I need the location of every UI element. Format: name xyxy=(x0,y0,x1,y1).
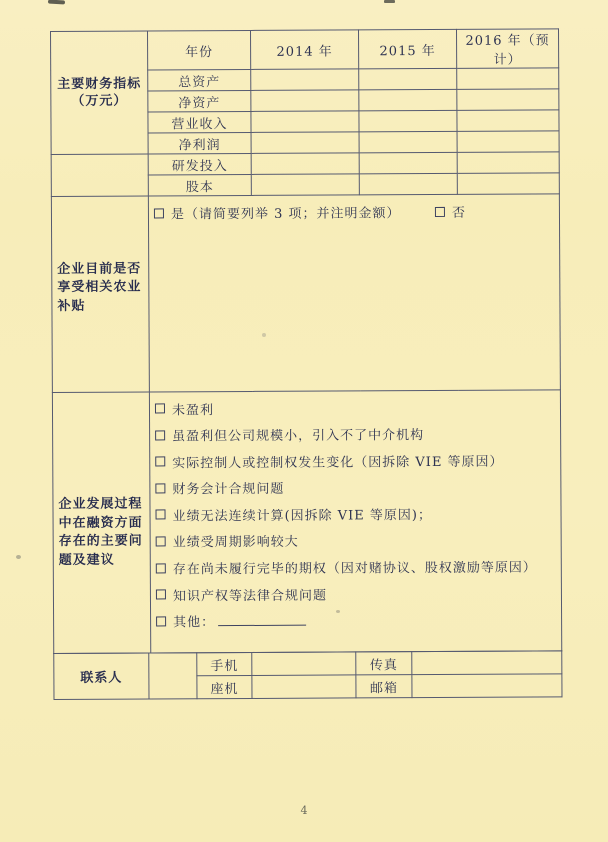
fax-label: 传真 xyxy=(356,652,412,675)
table-row xyxy=(51,152,559,176)
finance-value-cell xyxy=(457,152,559,174)
issues-label-line2: 中在融资方面 xyxy=(58,515,143,531)
finance-value-cell xyxy=(359,110,457,132)
contact-table xyxy=(53,650,562,700)
finance-section-label-line2: （万元） xyxy=(71,93,128,109)
form-sheet xyxy=(50,28,561,700)
finance-value-cell xyxy=(359,173,457,195)
unchecked-checkbox-icon xyxy=(155,457,165,467)
finance-value-cell xyxy=(457,131,559,153)
subsidy-section-row xyxy=(51,194,560,393)
year-header-cell: 年份 xyxy=(148,30,251,70)
year-2014-header-cell: 2014 年 xyxy=(250,30,358,70)
table-row xyxy=(54,651,562,677)
email-label: 邮箱 xyxy=(356,675,412,698)
checklist-item-control-change xyxy=(155,453,554,472)
row-label-net-profit: 净利润 xyxy=(148,132,251,154)
subsidy-label-line1: 企业目前是否 xyxy=(57,261,142,277)
finance-value-cell xyxy=(457,110,559,132)
subsidy-section-label xyxy=(51,196,149,393)
year-2016-header-cell: 2016 年（预计） xyxy=(456,29,558,69)
checklist-item-cyclical-impact xyxy=(156,532,555,551)
checklist-item-label: 知识产权等法律合规问题 xyxy=(172,588,328,605)
scan-artifact-top-dash xyxy=(48,0,65,4)
row-label-rd-investment: 研发投入 xyxy=(148,153,251,175)
finance-value-cell xyxy=(457,68,559,90)
unchecked-checkbox-icon xyxy=(156,590,166,600)
checklist-item-label: 其他： xyxy=(173,615,216,631)
finance-value-cell xyxy=(251,174,359,196)
unchecked-checkbox-icon xyxy=(156,536,166,546)
subsidy-option-yes-label: 是（请简要列举 3 项；并注明金额） xyxy=(170,206,401,223)
checklist-item-accounting-compliance xyxy=(155,479,554,498)
finance-value-cell xyxy=(359,131,457,153)
finance-value-cell xyxy=(359,68,457,90)
blank-fill-line xyxy=(218,615,306,626)
unchecked-checkbox-icon xyxy=(154,208,164,218)
issues-section-row xyxy=(52,390,561,654)
mobile-value-cell xyxy=(252,652,356,676)
finance-value-cell xyxy=(251,90,359,112)
subsidy-option-no xyxy=(435,202,466,221)
checklist-item-performance-continuity xyxy=(155,506,554,525)
finance-left-empty-cell xyxy=(51,154,148,197)
unchecked-checkbox-icon xyxy=(155,430,165,440)
finance-value-cell xyxy=(251,153,359,175)
table-row xyxy=(51,29,559,71)
year-2015-header-cell: 2015 年 xyxy=(358,29,456,69)
subsidy-label-line2: 享受相关农业 xyxy=(57,279,142,296)
finance-value-cell xyxy=(359,152,457,174)
checklist-item-small-scale xyxy=(155,426,554,445)
checklist-item-unfulfilled-options xyxy=(156,559,555,578)
checklist-item-label: 存在尚未履行完毕的期权（因对赌协议、股权激励等原因） xyxy=(172,560,537,578)
mobile-label: 手机 xyxy=(197,652,252,675)
unchecked-checkbox-icon xyxy=(156,510,166,520)
subsidy-option-no-label: 否 xyxy=(451,205,467,221)
issues-section-label xyxy=(52,392,150,654)
scan-artifact-speck xyxy=(16,555,21,559)
row-label-share-capital: 股本 xyxy=(148,174,251,196)
checklist-item-not-profitable xyxy=(155,399,554,418)
finance-section-label-line1: 主要财务指标 xyxy=(57,76,142,92)
page-number: 4 xyxy=(300,804,308,817)
finance-value-cell xyxy=(457,173,559,195)
unchecked-checkbox-icon xyxy=(155,403,165,413)
finance-section-label xyxy=(51,31,149,155)
checklist-item-label: 未盈利 xyxy=(171,402,215,418)
landline-value-cell xyxy=(252,675,356,699)
scan-artifact-speck xyxy=(336,610,340,613)
checklist-item-label: 虽盈利但公司规模小，引入不了中介机构 xyxy=(172,428,425,445)
finance-value-cell xyxy=(251,111,359,133)
unchecked-checkbox-icon xyxy=(156,616,166,626)
email-value-cell xyxy=(412,674,562,698)
scan-artifact-top-dash xyxy=(384,0,395,3)
finance-value-cell xyxy=(251,69,359,91)
finance-value-cell xyxy=(251,132,359,154)
subsidy-label-line3: 补贴 xyxy=(57,298,86,314)
checklist-item-label: 财务会计合规问题 xyxy=(172,482,285,498)
fax-value-cell xyxy=(412,651,562,675)
financial-indicators-table xyxy=(50,28,562,654)
contact-person-label: 联系人 xyxy=(54,653,149,699)
issues-label-line3: 存在的主要问 xyxy=(58,533,143,549)
checklist-item-label: 业绩无法连续计算(因拆除 VIE 等原因)； xyxy=(172,507,433,525)
unchecked-checkbox-icon xyxy=(155,483,165,493)
contact-name-cell xyxy=(149,653,197,699)
subsidy-option-yes xyxy=(154,202,401,222)
issues-checklist-cell xyxy=(149,390,561,653)
finance-value-cell xyxy=(457,89,559,111)
finance-value-cell xyxy=(359,89,457,111)
checklist-item-other xyxy=(156,612,555,631)
scan-artifact-speck xyxy=(262,333,266,337)
landline-label: 座机 xyxy=(197,675,252,698)
row-label-revenue: 营业收入 xyxy=(148,111,251,133)
checklist-item-label: 实际控制人或控制权发生变化（因拆除 VIE 等原因） xyxy=(172,454,504,472)
checklist-item-label: 业绩受周期影响较大 xyxy=(172,535,299,551)
unchecked-checkbox-icon xyxy=(156,563,166,573)
issues-label-line4: 题及建议 xyxy=(58,552,115,568)
row-label-total-assets: 总资产 xyxy=(148,69,251,91)
unchecked-checkbox-icon xyxy=(435,206,445,216)
subsidy-options-cell xyxy=(148,194,560,392)
row-label-net-assets: 净资产 xyxy=(148,90,251,112)
issues-label-line1: 企业发展过程 xyxy=(58,496,143,512)
checklist-item-ip-legal-compliance xyxy=(156,586,555,605)
